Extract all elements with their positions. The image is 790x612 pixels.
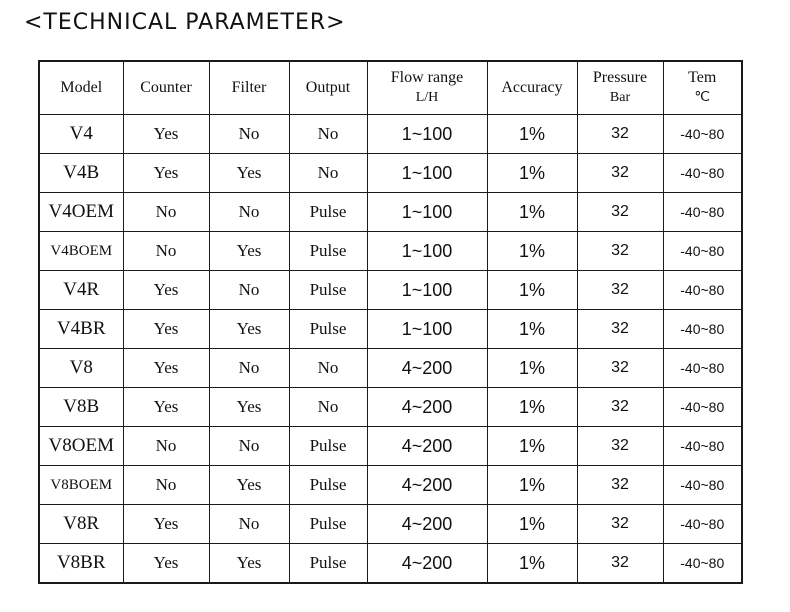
cell-flow-range: 4~200 <box>367 388 487 427</box>
cell-output: Pulse <box>289 505 367 544</box>
cell-output: Pulse <box>289 544 367 584</box>
header-flow-range <box>367 61 487 115</box>
table-row <box>39 466 742 505</box>
cell-flow-range: 4~200 <box>367 505 487 544</box>
cell-counter: Yes <box>123 310 209 349</box>
cell-flow-range: 1~100 <box>367 232 487 271</box>
cell-model: V8 <box>39 349 123 388</box>
cell-output: Pulse <box>289 232 367 271</box>
cell-model: V4BOEM <box>39 232 123 271</box>
cell-output: Pulse <box>289 466 367 505</box>
cell-output: No <box>289 349 367 388</box>
cell-accuracy: 1% <box>487 310 577 349</box>
cell-model: V4OEM <box>39 193 123 232</box>
header-counter: Counter <box>123 61 209 115</box>
header-temp-unit: ℃ <box>694 90 711 105</box>
cell-temperature: -40~80 <box>663 427 742 466</box>
cell-accuracy: 1% <box>487 115 577 154</box>
cell-flow-range: 1~100 <box>367 115 487 154</box>
cell-temperature: -40~80 <box>663 466 742 505</box>
cell-accuracy: 1% <box>487 505 577 544</box>
cell-output: Pulse <box>289 193 367 232</box>
cell-pressure: 32 <box>577 193 663 232</box>
cell-filter: No <box>209 115 289 154</box>
cell-filter: No <box>209 271 289 310</box>
cell-accuracy: 1% <box>487 154 577 193</box>
cell-pressure: 32 <box>577 427 663 466</box>
cell-pressure: 32 <box>577 232 663 271</box>
header-temp-label: Tem <box>688 69 717 86</box>
cell-output: No <box>289 154 367 193</box>
cell-temperature: -40~80 <box>663 310 742 349</box>
header-temperature <box>663 61 742 115</box>
table-row <box>39 232 742 271</box>
cell-temperature: -40~80 <box>663 193 742 232</box>
cell-temperature: -40~80 <box>663 154 742 193</box>
header-accuracy: Accuracy <box>487 61 577 115</box>
cell-accuracy: 1% <box>487 466 577 505</box>
cell-flow-range: 1~100 <box>367 310 487 349</box>
header-flow-label: Flow range <box>390 69 464 86</box>
technical-parameter-table <box>38 60 743 584</box>
cell-model: V8BR <box>39 544 123 584</box>
cell-temperature: -40~80 <box>663 349 742 388</box>
cell-model: V8OEM <box>39 427 123 466</box>
cell-accuracy: 1% <box>487 193 577 232</box>
cell-pressure: 32 <box>577 388 663 427</box>
cell-accuracy: 1% <box>487 427 577 466</box>
table-row <box>39 115 742 154</box>
table-row <box>39 310 742 349</box>
table-row <box>39 154 742 193</box>
cell-temperature: -40~80 <box>663 544 742 584</box>
cell-counter: No <box>123 466 209 505</box>
cell-filter: Yes <box>209 310 289 349</box>
table-row <box>39 271 742 310</box>
cell-flow-range: 4~200 <box>367 427 487 466</box>
table-row <box>39 427 742 466</box>
cell-filter: No <box>209 349 289 388</box>
cell-counter: Yes <box>123 154 209 193</box>
cell-accuracy: 1% <box>487 388 577 427</box>
cell-temperature: -40~80 <box>663 505 742 544</box>
cell-output: Pulse <box>289 271 367 310</box>
cell-model: V4B <box>39 154 123 193</box>
cell-pressure: 32 <box>577 505 663 544</box>
cell-filter: Yes <box>209 388 289 427</box>
table-row <box>39 193 742 232</box>
cell-accuracy: 1% <box>487 544 577 584</box>
cell-counter: Yes <box>123 388 209 427</box>
cell-model: V4R <box>39 271 123 310</box>
page-title: <TECHNICAL PARAMETER> <box>24 10 346 35</box>
cell-output: Pulse <box>289 427 367 466</box>
cell-flow-range: 1~100 <box>367 271 487 310</box>
cell-pressure: 32 <box>577 271 663 310</box>
cell-flow-range: 4~200 <box>367 544 487 584</box>
cell-accuracy: 1% <box>487 271 577 310</box>
cell-counter: Yes <box>123 505 209 544</box>
cell-counter: No <box>123 232 209 271</box>
cell-temperature: -40~80 <box>663 388 742 427</box>
table-row <box>39 544 742 584</box>
cell-counter: Yes <box>123 271 209 310</box>
cell-model: V8BOEM <box>39 466 123 505</box>
table-row <box>39 349 742 388</box>
cell-output: No <box>289 115 367 154</box>
cell-counter: No <box>123 427 209 466</box>
header-model: Model <box>39 61 123 115</box>
cell-flow-range: 1~100 <box>367 154 487 193</box>
cell-filter: Yes <box>209 232 289 271</box>
cell-flow-range: 4~200 <box>367 349 487 388</box>
header-output: Output <box>289 61 367 115</box>
cell-pressure: 32 <box>577 544 663 584</box>
header-pressure <box>577 61 663 115</box>
cell-flow-range: 1~100 <box>367 193 487 232</box>
cell-flow-range: 4~200 <box>367 466 487 505</box>
cell-temperature: -40~80 <box>663 271 742 310</box>
header-pressure-label: Pressure <box>592 69 648 86</box>
header-filter: Filter <box>209 61 289 115</box>
table-header-row <box>39 61 742 115</box>
cell-filter: Yes <box>209 154 289 193</box>
cell-temperature: -40~80 <box>663 232 742 271</box>
cell-counter: Yes <box>123 544 209 584</box>
header-flow-unit: L/H <box>415 90 439 105</box>
cell-model: V4BR <box>39 310 123 349</box>
cell-filter: No <box>209 505 289 544</box>
cell-filter: Yes <box>209 466 289 505</box>
cell-pressure: 32 <box>577 466 663 505</box>
cell-accuracy: 1% <box>487 349 577 388</box>
cell-output: Pulse <box>289 310 367 349</box>
cell-counter: Yes <box>123 349 209 388</box>
cell-model: V4 <box>39 115 123 154</box>
cell-counter: No <box>123 193 209 232</box>
table-row <box>39 388 742 427</box>
cell-filter: No <box>209 427 289 466</box>
cell-pressure: 32 <box>577 115 663 154</box>
header-pressure-unit: Bar <box>609 90 631 105</box>
cell-accuracy: 1% <box>487 232 577 271</box>
cell-pressure: 32 <box>577 154 663 193</box>
cell-temperature: -40~80 <box>663 115 742 154</box>
cell-pressure: 32 <box>577 310 663 349</box>
cell-model: V8R <box>39 505 123 544</box>
cell-pressure: 32 <box>577 349 663 388</box>
table-row <box>39 505 742 544</box>
cell-model: V8B <box>39 388 123 427</box>
cell-counter: Yes <box>123 115 209 154</box>
cell-filter: No <box>209 193 289 232</box>
cell-filter: Yes <box>209 544 289 584</box>
cell-output: No <box>289 388 367 427</box>
